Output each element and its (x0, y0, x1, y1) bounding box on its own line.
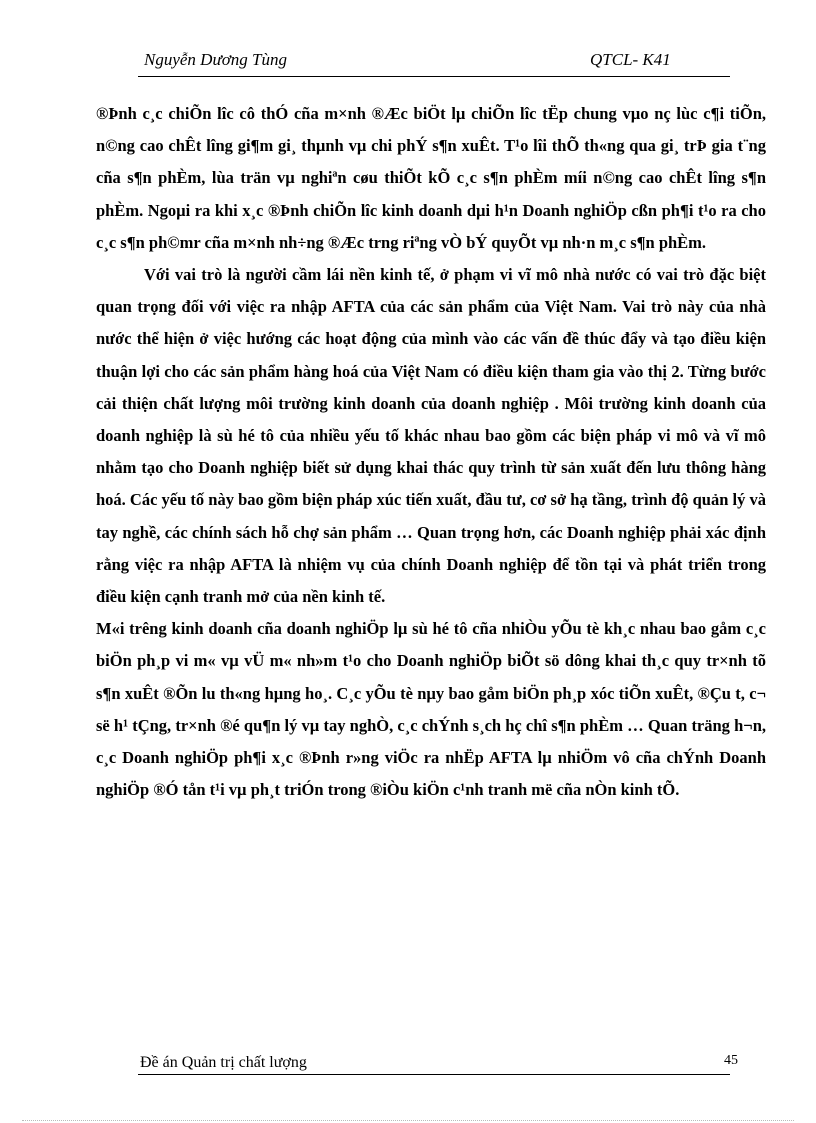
paragraph-3: M«i trêng kinh doanh cña doanh nghiÖp lµ sù hé tô cña nhiÒu yÕu tè kh¸c nhau bao gåm c¸c biÖn ph¸p vi m« vµ vÜ m« nh»m t¹o cho Doanh nghiÖp biÕt sö dông khai th¸c quy tr×nh tõ s¶n xuÊt ®Õn lu th«ng hµng ho¸. C¸c yÕu tè nµy bao gåm biÖn ph¸p xóc tiÕn xuÊt, ®Çu t, c¬ së h¹ tÇng, tr×nh ®é qu¶n lý vµ tay nghÒ, c¸c chÝnh s¸ch hç chî s¶n phÈm … Quan träng h¬n, c¸c Doanh nghiÖp ph¶i x¸c ®Þnh r»ng viÖc ra nhËp AFTA lµ nhiÖm vô cña chÝnh Doanh nghiÖp ®Ó tån t¹i vµ ph¸t triÓn trong ®iÒu kiÖn c¹nh tranh më cña nÒn kinh tÕ. (96, 619, 766, 800)
page-number: 45 (724, 1053, 738, 1068)
paragraph-1: ®Þnh c¸c chiÕn lîc cô thÓ cña m×nh ®Æc biÖt lµ chiÕn lîc tËp chung vµo nç lùc c¶i tiÕn, n©ng cao chÊt lîng gi¶m gi¸ thµnh vµ chi phÝ s¶n xuÊt. T¹o lîi thÕ th«ng qua gi¸ trÞ gia t¨ng cña s¶n phÈm, lùa trän vµ nghiªn cøu thiÕt kÕ c¸c s¶n phÈm míi n©ng cao chÊt lîng s¶n phÈm. Ngoµi ra khi x¸c ®Þnh chiÕn lîc kinh doanh dµi h¹n Doanh nghiÖp cßn ph¶i t¹o ra cho c¸c s¶n ph©mr cña m×nh nh÷ng ®Æc trng riªng vÒ bÝ quyÕt vµ nh·n m¸c s¶n phÈm. (96, 104, 766, 252)
header-author: Nguyễn Dương Tùng (144, 50, 288, 69)
header-code: QTCL- K41 (590, 50, 671, 69)
paragraph-2: Với vai trò là người cầm lái nền kinh tế, ở phạm vi vĩ mô nhà nước có vai trò đặc biệt quan trọng đối với việc ra nhập AFTA của các sản phẩm của Việt Nam. Vai trò này của nhà nước thể hiện ở việc hướng các hoạt động của mình vào các vấn đề thúc đẩy và tạo điều kiện thuận lợi cho các sản phẩm hàng hoá của Việt Nam có điều kiện tham gia vào thị 2. Từng bước cải thiện chất lượng môi trường kinh doanh của doanh nghiệp . Môi trường kinh doanh của doanh nghiệp là sù hé tô của nhiều yếu tố khác nhau bao gồm các biện pháp vi mô và vĩ mô nhằm tạo cho Doanh nghiệp biết sử dụng khai thác quy trình từ sản xuất đến lưu thông hàng hoá. Các yếu tố này bao gồm biện pháp xúc tiến xuất, đầu tư, cơ sở hạ tầng, trình độ quản lý và tay nghề, các chính sách hỗ chợ sản phẩm … Quan trọng hơn, các Doanh nghiệp phải xác định rằng việc ra nhập AFTA là nhiệm vụ của chính Doanh nghiệp để tồn tại và phát triển trong điều kiện cạnh tranh mở của nền kinh tế. (96, 265, 766, 607)
page-separator (22, 1120, 794, 1121)
document-body (96, 98, 766, 806)
page-header (138, 48, 730, 77)
page-footer (138, 1052, 730, 1075)
footer-title: Đề án Quản trị chất lượng (140, 1054, 307, 1071)
